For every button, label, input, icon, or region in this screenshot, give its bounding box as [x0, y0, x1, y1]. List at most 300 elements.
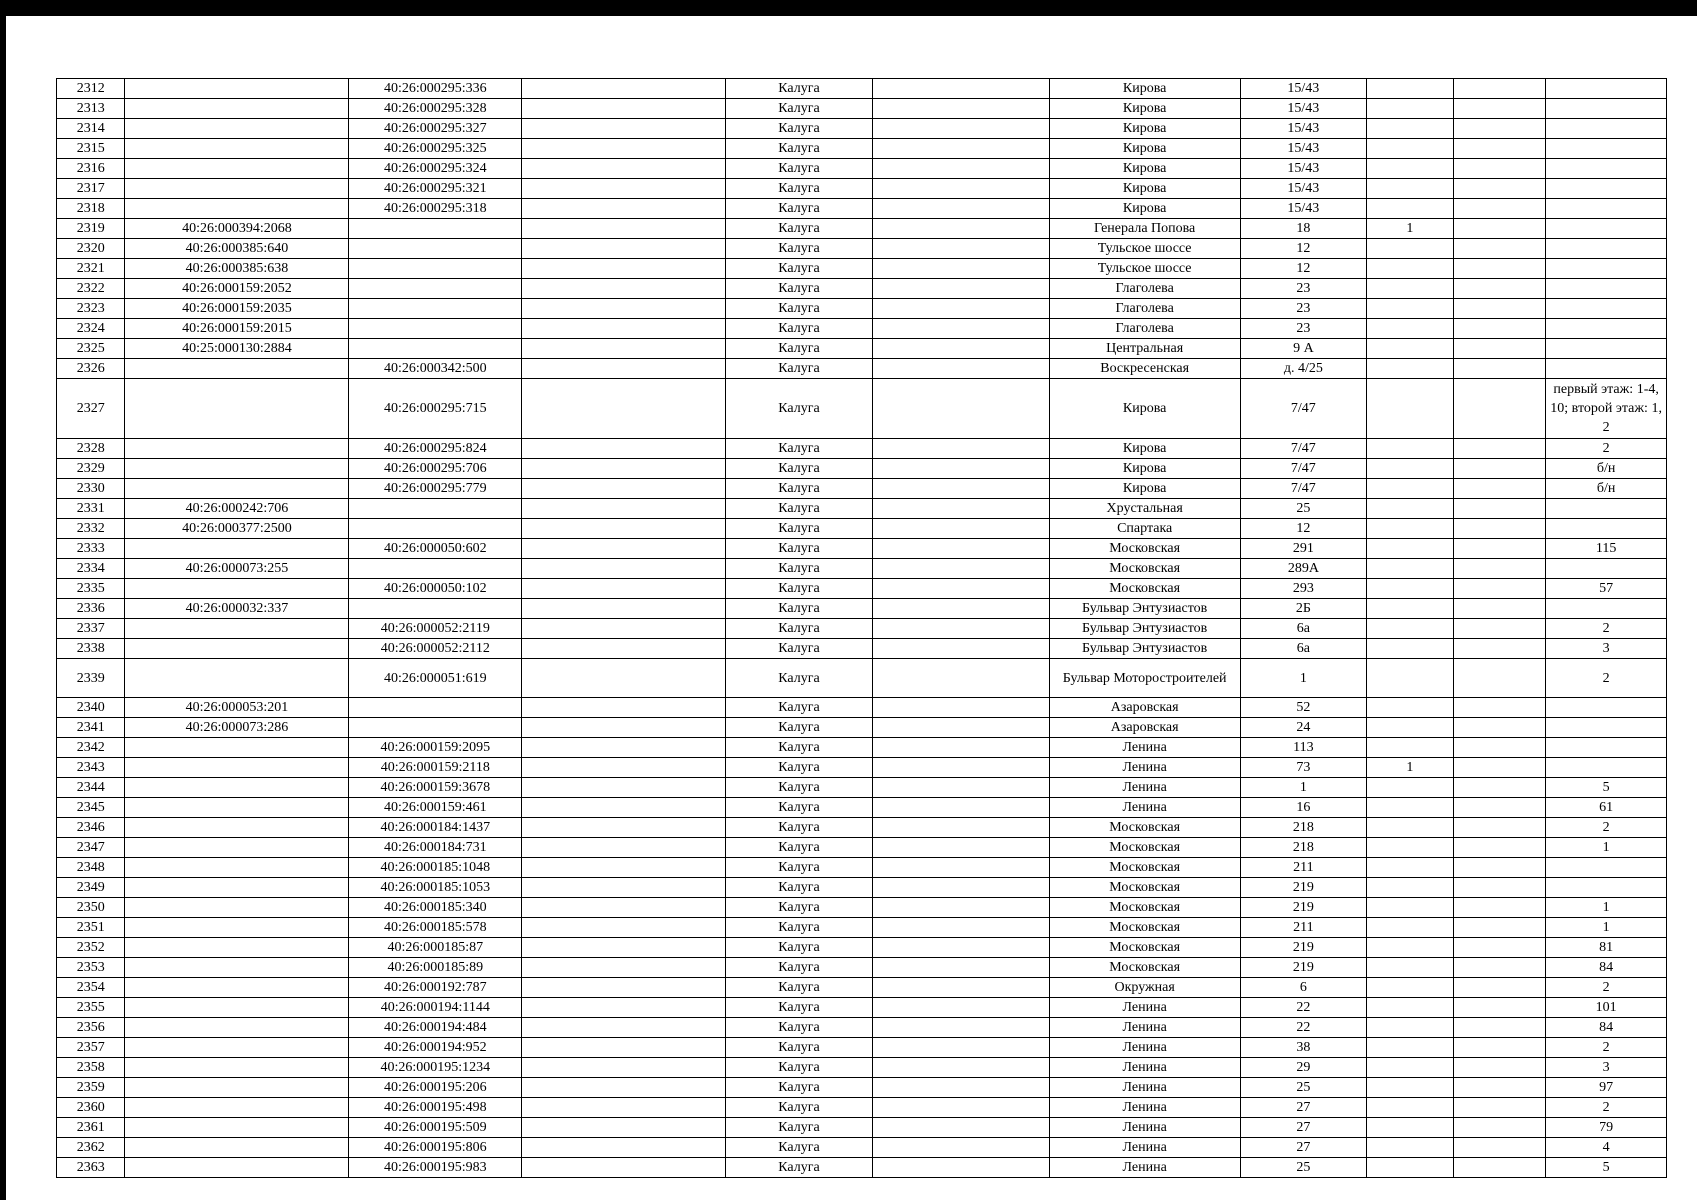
house-number-cell: 22 — [1240, 1018, 1366, 1038]
row-number-cell: 2343 — [57, 758, 125, 778]
house-number-cell: 211 — [1240, 918, 1366, 938]
building-cell — [1366, 559, 1453, 579]
street-cell: Ленина — [1049, 1058, 1240, 1078]
row-number-cell: 2360 — [57, 1098, 125, 1118]
city-cell: Калуга — [725, 1018, 873, 1038]
cadastral-number-cell-2: 40:26:000051:619 — [349, 659, 522, 698]
apartment-cell — [1546, 599, 1667, 619]
row-number-cell: 2351 — [57, 918, 125, 938]
cadastral-number-cell-2 — [349, 499, 522, 519]
house-number-cell: 27 — [1240, 1098, 1366, 1118]
building-cell — [1366, 79, 1453, 99]
city-cell: Калуга — [725, 639, 873, 659]
empty-cell — [873, 379, 1049, 439]
city-cell: Калуга — [725, 898, 873, 918]
table-row — [57, 499, 1667, 519]
street-cell: Ленина — [1049, 778, 1240, 798]
empty-cell — [873, 99, 1049, 119]
row-number-cell: 2361 — [57, 1118, 125, 1138]
table-row — [57, 339, 1667, 359]
city-cell: Калуга — [725, 978, 873, 998]
empty-cell — [522, 119, 725, 139]
empty-cell — [522, 259, 725, 279]
table-row — [57, 838, 1667, 858]
table-row — [57, 878, 1667, 898]
table-row — [57, 718, 1667, 738]
empty-cell — [522, 159, 725, 179]
empty-cell — [1453, 339, 1545, 359]
empty-cell — [522, 698, 725, 718]
building-cell — [1366, 239, 1453, 259]
empty-cell — [873, 479, 1049, 499]
cadastral-number-cell — [125, 1098, 349, 1118]
city-cell: Калуга — [725, 918, 873, 938]
cadastral-number-cell — [125, 978, 349, 998]
empty-cell — [522, 1138, 725, 1158]
building-cell: 1 — [1366, 219, 1453, 239]
empty-cell — [522, 559, 725, 579]
empty-cell — [522, 579, 725, 599]
building-cell — [1366, 479, 1453, 499]
house-number-cell: 12 — [1240, 239, 1366, 259]
cadastral-number-cell-2: 40:26:000295:325 — [349, 139, 522, 159]
building-cell — [1366, 439, 1453, 459]
street-cell: Ленина — [1049, 738, 1240, 758]
cadastral-number-cell-2 — [349, 299, 522, 319]
empty-cell — [873, 938, 1049, 958]
document-page — [6, 16, 1697, 1200]
city-cell: Калуга — [725, 698, 873, 718]
building-cell: 1 — [1366, 758, 1453, 778]
cadastral-number-cell-2: 40:26:000184:1437 — [349, 818, 522, 838]
city-cell: Калуга — [725, 858, 873, 878]
apartment-cell — [1546, 359, 1667, 379]
empty-cell — [522, 1158, 725, 1178]
apartment-cell: 1 — [1546, 898, 1667, 918]
empty-cell — [1453, 878, 1545, 898]
apartment-cell: 2 — [1546, 1098, 1667, 1118]
house-number-cell: 29 — [1240, 1058, 1366, 1078]
scan-top-border — [0, 0, 1697, 16]
city-cell: Калуга — [725, 1038, 873, 1058]
empty-cell — [522, 639, 725, 659]
street-cell: Ленина — [1049, 1078, 1240, 1098]
street-cell: Московская — [1049, 818, 1240, 838]
city-cell: Калуга — [725, 199, 873, 219]
cadastral-number-cell — [125, 1078, 349, 1098]
city-cell: Калуга — [725, 359, 873, 379]
city-cell: Калуга — [725, 219, 873, 239]
house-number-cell: 15/43 — [1240, 139, 1366, 159]
row-number-cell: 2340 — [57, 698, 125, 718]
house-number-cell: 1 — [1240, 778, 1366, 798]
apartment-cell — [1546, 99, 1667, 119]
empty-cell — [522, 1078, 725, 1098]
empty-cell — [522, 818, 725, 838]
apartment-cell: 79 — [1546, 1118, 1667, 1138]
city-cell: Калуга — [725, 459, 873, 479]
row-number-cell: 2341 — [57, 718, 125, 738]
apartment-cell: 2 — [1546, 439, 1667, 459]
house-number-cell: 218 — [1240, 838, 1366, 858]
building-cell — [1366, 698, 1453, 718]
apartment-cell — [1546, 339, 1667, 359]
row-number-cell: 2314 — [57, 119, 125, 139]
empty-cell — [522, 1098, 725, 1118]
table-row — [57, 579, 1667, 599]
cadastral-number-cell — [125, 199, 349, 219]
apartment-cell — [1546, 179, 1667, 199]
table-row — [57, 1058, 1667, 1078]
street-cell: Азаровская — [1049, 698, 1240, 718]
cadastral-number-cell-2 — [349, 519, 522, 539]
house-number-cell: 291 — [1240, 539, 1366, 559]
street-cell: Ленина — [1049, 758, 1240, 778]
street-cell: Окружная — [1049, 978, 1240, 998]
apartment-cell: 115 — [1546, 539, 1667, 559]
empty-cell — [522, 758, 725, 778]
cadastral-number-cell-2 — [349, 599, 522, 619]
row-number-cell: 2349 — [57, 878, 125, 898]
cadastral-number-cell-2: 40:26:000295:318 — [349, 199, 522, 219]
empty-cell — [522, 1018, 725, 1038]
apartment-cell — [1546, 559, 1667, 579]
house-number-cell: 6а — [1240, 619, 1366, 639]
house-number-cell: 219 — [1240, 898, 1366, 918]
table-row — [57, 539, 1667, 559]
street-cell: Центральная — [1049, 339, 1240, 359]
cadastral-number-cell: 40:26:000159:2052 — [125, 279, 349, 299]
empty-cell — [522, 519, 725, 539]
building-cell — [1366, 1038, 1453, 1058]
cadastral-number-cell-2: 40:26:000159:3678 — [349, 778, 522, 798]
cadastral-number-cell — [125, 179, 349, 199]
house-number-cell: 73 — [1240, 758, 1366, 778]
empty-cell — [873, 119, 1049, 139]
building-cell — [1366, 299, 1453, 319]
property-register-table — [56, 78, 1667, 1178]
city-cell: Калуга — [725, 1118, 873, 1138]
apartment-cell — [1546, 239, 1667, 259]
house-number-cell: 27 — [1240, 1138, 1366, 1158]
apartment-cell: 84 — [1546, 958, 1667, 978]
empty-cell — [1453, 319, 1545, 339]
city-cell: Калуга — [725, 499, 873, 519]
empty-cell — [522, 459, 725, 479]
row-number-cell: 2356 — [57, 1018, 125, 1038]
cadastral-number-cell-2 — [349, 339, 522, 359]
house-number-cell: 15/43 — [1240, 79, 1366, 99]
empty-cell — [873, 758, 1049, 778]
empty-cell — [873, 1038, 1049, 1058]
city-cell: Калуга — [725, 1158, 873, 1178]
street-cell: Азаровская — [1049, 718, 1240, 738]
row-number-cell: 2338 — [57, 639, 125, 659]
apartment-cell: 84 — [1546, 1018, 1667, 1038]
house-number-cell: 23 — [1240, 279, 1366, 299]
empty-cell — [873, 1078, 1049, 1098]
empty-cell — [522, 878, 725, 898]
empty-cell — [1453, 898, 1545, 918]
apartment-cell: 1 — [1546, 838, 1667, 858]
empty-cell — [873, 259, 1049, 279]
house-number-cell: 7/47 — [1240, 379, 1366, 439]
street-cell: Ленина — [1049, 1118, 1240, 1138]
city-cell: Калуга — [725, 319, 873, 339]
table-row — [57, 259, 1667, 279]
cadastral-number-cell: 40:26:000385:638 — [125, 259, 349, 279]
table-row — [57, 958, 1667, 978]
cadastral-number-cell — [125, 938, 349, 958]
house-number-cell: 7/47 — [1240, 439, 1366, 459]
street-cell: Бульвар Энтузиастов — [1049, 619, 1240, 639]
house-number-cell: 23 — [1240, 319, 1366, 339]
row-number-cell: 2332 — [57, 519, 125, 539]
cadastral-number-cell — [125, 738, 349, 758]
apartment-cell: б/н — [1546, 459, 1667, 479]
city-cell: Калуга — [725, 579, 873, 599]
house-number-cell: 2Б — [1240, 599, 1366, 619]
apartment-cell — [1546, 79, 1667, 99]
street-cell: Московская — [1049, 559, 1240, 579]
building-cell — [1366, 499, 1453, 519]
street-cell: Кирова — [1049, 139, 1240, 159]
row-number-cell: 2337 — [57, 619, 125, 639]
cadastral-number-cell-2 — [349, 239, 522, 259]
street-cell: Московская — [1049, 858, 1240, 878]
street-cell: Ленина — [1049, 1098, 1240, 1118]
house-number-cell: 219 — [1240, 878, 1366, 898]
street-cell: Глаголева — [1049, 319, 1240, 339]
building-cell — [1366, 359, 1453, 379]
street-cell: Глаголева — [1049, 279, 1240, 299]
building-cell — [1366, 958, 1453, 978]
empty-cell — [522, 279, 725, 299]
house-number-cell: 15/43 — [1240, 159, 1366, 179]
cadastral-number-cell — [125, 659, 349, 698]
building-cell — [1366, 279, 1453, 299]
building-cell — [1366, 798, 1453, 818]
city-cell: Калуга — [725, 1078, 873, 1098]
row-number-cell: 2348 — [57, 858, 125, 878]
apartment-cell — [1546, 119, 1667, 139]
cadastral-number-cell-2: 40:26:000295:706 — [349, 459, 522, 479]
empty-cell — [522, 858, 725, 878]
empty-cell — [522, 898, 725, 918]
city-cell: Калуга — [725, 339, 873, 359]
street-cell: Спартака — [1049, 519, 1240, 539]
cadastral-number-cell — [125, 1118, 349, 1138]
cadastral-number-cell — [125, 439, 349, 459]
house-number-cell: 218 — [1240, 818, 1366, 838]
cadastral-number-cell-2: 40:26:000194:952 — [349, 1038, 522, 1058]
house-number-cell: 7/47 — [1240, 459, 1366, 479]
apartment-cell — [1546, 199, 1667, 219]
empty-cell — [1453, 359, 1545, 379]
city-cell: Калуга — [725, 1058, 873, 1078]
table-row — [57, 159, 1667, 179]
street-cell: Ленина — [1049, 1038, 1240, 1058]
building-cell — [1366, 978, 1453, 998]
empty-cell — [1453, 858, 1545, 878]
apartment-cell — [1546, 139, 1667, 159]
city-cell: Калуга — [725, 299, 873, 319]
row-number-cell: 2345 — [57, 798, 125, 818]
cadastral-number-cell: 40:26:000242:706 — [125, 499, 349, 519]
empty-cell — [873, 319, 1049, 339]
house-number-cell: 25 — [1240, 1078, 1366, 1098]
table-row — [57, 559, 1667, 579]
empty-cell — [873, 499, 1049, 519]
row-number-cell: 2354 — [57, 978, 125, 998]
cadastral-number-cell-2: 40:26:000295:324 — [349, 159, 522, 179]
cadastral-number-cell — [125, 818, 349, 838]
house-number-cell: 25 — [1240, 1158, 1366, 1178]
row-number-cell: 2342 — [57, 738, 125, 758]
cadastral-number-cell: 40:26:000377:2500 — [125, 519, 349, 539]
empty-cell — [1453, 199, 1545, 219]
city-cell: Калуга — [725, 539, 873, 559]
table-row — [57, 698, 1667, 718]
cadastral-number-cell-2: 40:26:000185:1048 — [349, 858, 522, 878]
empty-cell — [522, 998, 725, 1018]
house-number-cell: 1 — [1240, 659, 1366, 698]
cadastral-number-cell-2: 40:26:000185:89 — [349, 958, 522, 978]
cadastral-number-cell-2: 40:26:000184:731 — [349, 838, 522, 858]
apartment-cell — [1546, 718, 1667, 738]
empty-cell — [522, 1038, 725, 1058]
cadastral-number-cell-2: 40:26:000295:321 — [349, 179, 522, 199]
empty-cell — [1453, 738, 1545, 758]
cadastral-number-cell — [125, 958, 349, 978]
cadastral-number-cell — [125, 79, 349, 99]
row-number-cell: 2324 — [57, 319, 125, 339]
table-row — [57, 659, 1667, 698]
apartment-cell — [1546, 698, 1667, 718]
empty-cell — [873, 439, 1049, 459]
cadastral-number-cell-2: 40:26:000195:983 — [349, 1158, 522, 1178]
empty-cell — [873, 1018, 1049, 1038]
street-cell: Хрустальная — [1049, 499, 1240, 519]
house-number-cell: 18 — [1240, 219, 1366, 239]
cadastral-number-cell: 40:26:000159:2035 — [125, 299, 349, 319]
empty-cell — [873, 778, 1049, 798]
apartment-cell: 5 — [1546, 1158, 1667, 1178]
city-cell: Калуга — [725, 439, 873, 459]
house-number-cell: 219 — [1240, 958, 1366, 978]
empty-cell — [873, 139, 1049, 159]
empty-cell — [873, 798, 1049, 818]
empty-cell — [1453, 1018, 1545, 1038]
street-cell: Кирова — [1049, 439, 1240, 459]
empty-cell — [1453, 159, 1545, 179]
table-row — [57, 1158, 1667, 1178]
building-cell — [1366, 1158, 1453, 1178]
table-row — [57, 139, 1667, 159]
empty-cell — [1453, 978, 1545, 998]
cadastral-number-cell — [125, 1138, 349, 1158]
empty-cell — [873, 838, 1049, 858]
building-cell — [1366, 379, 1453, 439]
cadastral-number-cell — [125, 778, 349, 798]
cadastral-number-cell — [125, 1058, 349, 1078]
apartment-cell — [1546, 758, 1667, 778]
row-number-cell: 2313 — [57, 99, 125, 119]
city-cell: Калуга — [725, 818, 873, 838]
table-row — [57, 818, 1667, 838]
house-number-cell: д. 4/25 — [1240, 359, 1366, 379]
table-row — [57, 519, 1667, 539]
cadastral-number-cell — [125, 758, 349, 778]
cadastral-number-cell — [125, 159, 349, 179]
house-number-cell: 23 — [1240, 299, 1366, 319]
row-number-cell: 2326 — [57, 359, 125, 379]
empty-cell — [1453, 539, 1545, 559]
cadastral-number-cell — [125, 619, 349, 639]
table-row — [57, 599, 1667, 619]
empty-cell — [873, 1058, 1049, 1078]
apartment-cell: б/н — [1546, 479, 1667, 499]
cadastral-number-cell — [125, 359, 349, 379]
empty-cell — [873, 199, 1049, 219]
table-row — [57, 439, 1667, 459]
empty-cell — [522, 838, 725, 858]
empty-cell — [522, 359, 725, 379]
apartment-cell — [1546, 219, 1667, 239]
building-cell — [1366, 99, 1453, 119]
cadastral-number-cell-2: 40:26:000295:779 — [349, 479, 522, 499]
empty-cell — [873, 179, 1049, 199]
street-cell: Глаголева — [1049, 299, 1240, 319]
empty-cell — [1453, 299, 1545, 319]
empty-cell — [1453, 938, 1545, 958]
cadastral-number-cell — [125, 539, 349, 559]
empty-cell — [522, 99, 725, 119]
city-cell: Калуга — [725, 559, 873, 579]
cadastral-number-cell-2: 40:26:000159:2095 — [349, 738, 522, 758]
house-number-cell: 24 — [1240, 718, 1366, 738]
city-cell: Калуга — [725, 798, 873, 818]
empty-cell — [1453, 99, 1545, 119]
building-cell — [1366, 339, 1453, 359]
street-cell: Московская — [1049, 958, 1240, 978]
table-body — [57, 79, 1667, 1178]
cadastral-number-cell-2 — [349, 718, 522, 738]
building-cell — [1366, 259, 1453, 279]
empty-cell — [873, 918, 1049, 938]
empty-cell — [1453, 758, 1545, 778]
house-number-cell: 113 — [1240, 738, 1366, 758]
empty-cell — [522, 339, 725, 359]
empty-cell — [522, 599, 725, 619]
cadastral-number-cell-2: 40:26:000295:328 — [349, 99, 522, 119]
house-number-cell: 219 — [1240, 938, 1366, 958]
empty-cell — [1453, 659, 1545, 698]
cadastral-number-cell — [125, 918, 349, 938]
city-cell: Калуга — [725, 379, 873, 439]
row-number-cell: 2362 — [57, 1138, 125, 1158]
cadastral-number-cell-2: 40:26:000295:715 — [349, 379, 522, 439]
apartment-cell — [1546, 279, 1667, 299]
empty-cell — [522, 299, 725, 319]
empty-cell — [873, 639, 1049, 659]
empty-cell — [1453, 239, 1545, 259]
table-row — [57, 1038, 1667, 1058]
cadastral-number-cell-2: 40:26:000159:461 — [349, 798, 522, 818]
empty-cell — [1453, 259, 1545, 279]
row-number-cell: 2325 — [57, 339, 125, 359]
house-number-cell: 6а — [1240, 639, 1366, 659]
